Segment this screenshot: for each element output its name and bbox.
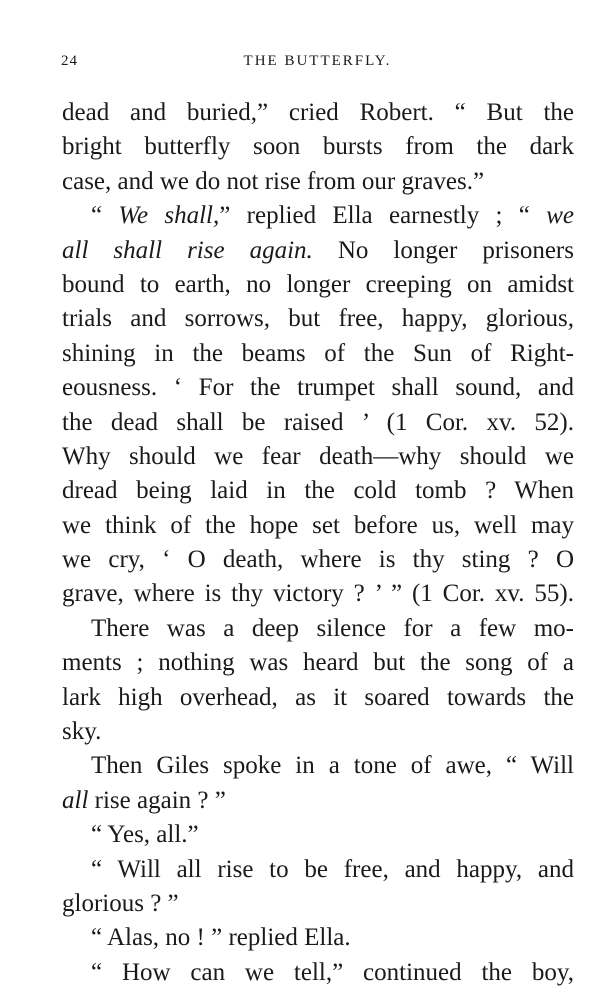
text-segment: “ Yes, all.” [91,821,199,849]
italic-text: all shall rise again. [62,236,313,264]
text-segment: ments ; nothing was heard but the song of a [62,649,574,677]
text-line [62,853,574,887]
text-segment: trials and sorrows, but free, happy, glorious, [62,305,574,333]
text-segment: ” replied Ella earnestly ; “ [219,202,547,230]
text-segment: shining in the beams of the Sun of Right- [62,339,574,367]
text-line [62,130,574,164]
text-segment: sky. [62,718,102,746]
text-segment: “ Alas, no ! ” replied Ella. [91,924,351,952]
text-segment: the dead shall be raised ’ (1 Cor. xv. 52). [62,408,574,436]
text-segment: “ [91,202,119,230]
text-line [62,681,574,715]
text-line [62,509,574,543]
text-line [62,440,574,474]
italic-text: we [546,202,574,230]
text-segment: we think of the hope set before us, well may [62,511,574,539]
text-segment: lark high overhead, as it soared towards the [62,683,574,711]
text-segment: Why should we fear death—why should we [62,442,574,470]
text-line [62,887,574,921]
text-segment: “ Will all rise to be free, and happy, and [91,855,574,883]
running-title: THE BUTTERFLY. [243,53,392,69]
text-line [62,612,574,646]
italic-text: all [62,786,89,814]
text-segment: case, and we do not rise from our graves.” [62,167,485,195]
body-text [62,96,574,990]
text-line [62,956,574,990]
text-line [62,165,574,199]
text-segment: No longer prisoners [312,236,574,264]
text-segment: glorious ? ” [62,889,179,917]
text-segment: There was a deep silence for a few mo- [91,614,574,642]
text-segment: “ How can we tell,” continued the boy, [91,958,574,986]
text-segment: grave, where is thy victory ? ’ ” (1 Cor. xv. 55). [62,580,574,608]
text-line [62,818,574,852]
text-line [62,715,574,749]
text-line [62,784,574,818]
text-segment: bright butterfly soon bursts from the dark [62,133,574,161]
text-segment: eousness. ‘ For the trumpet shall sound, and [62,374,574,402]
text-segment: we cry, ‘ O death, where is thy sting ? O [62,546,574,574]
text-line [62,199,574,233]
text-segment: Then Giles spoke in a tone of awe, “ Will [91,752,574,780]
text-line [62,406,574,440]
text-line [62,337,574,371]
page-number: 24 [61,53,78,69]
text-line [62,543,574,577]
text-segment: rise again ? ” [88,786,226,814]
text-line [62,302,574,336]
text-line [62,577,574,611]
text-segment: dread being laid in the cold tomb ? When [62,477,574,505]
italic-text: We shall, [118,202,220,230]
text-segment: bound to earth, no longer creeping on amidst [62,270,574,298]
text-line [62,268,574,302]
text-line [62,646,574,680]
text-line [62,371,574,405]
running-header [61,53,574,75]
text-line [62,474,574,508]
text-line [62,749,574,783]
text-line [62,921,574,955]
text-line [62,234,574,268]
text-segment: dead and buried,” cried Robert. “ But the [62,99,574,126]
text-line [62,96,574,130]
